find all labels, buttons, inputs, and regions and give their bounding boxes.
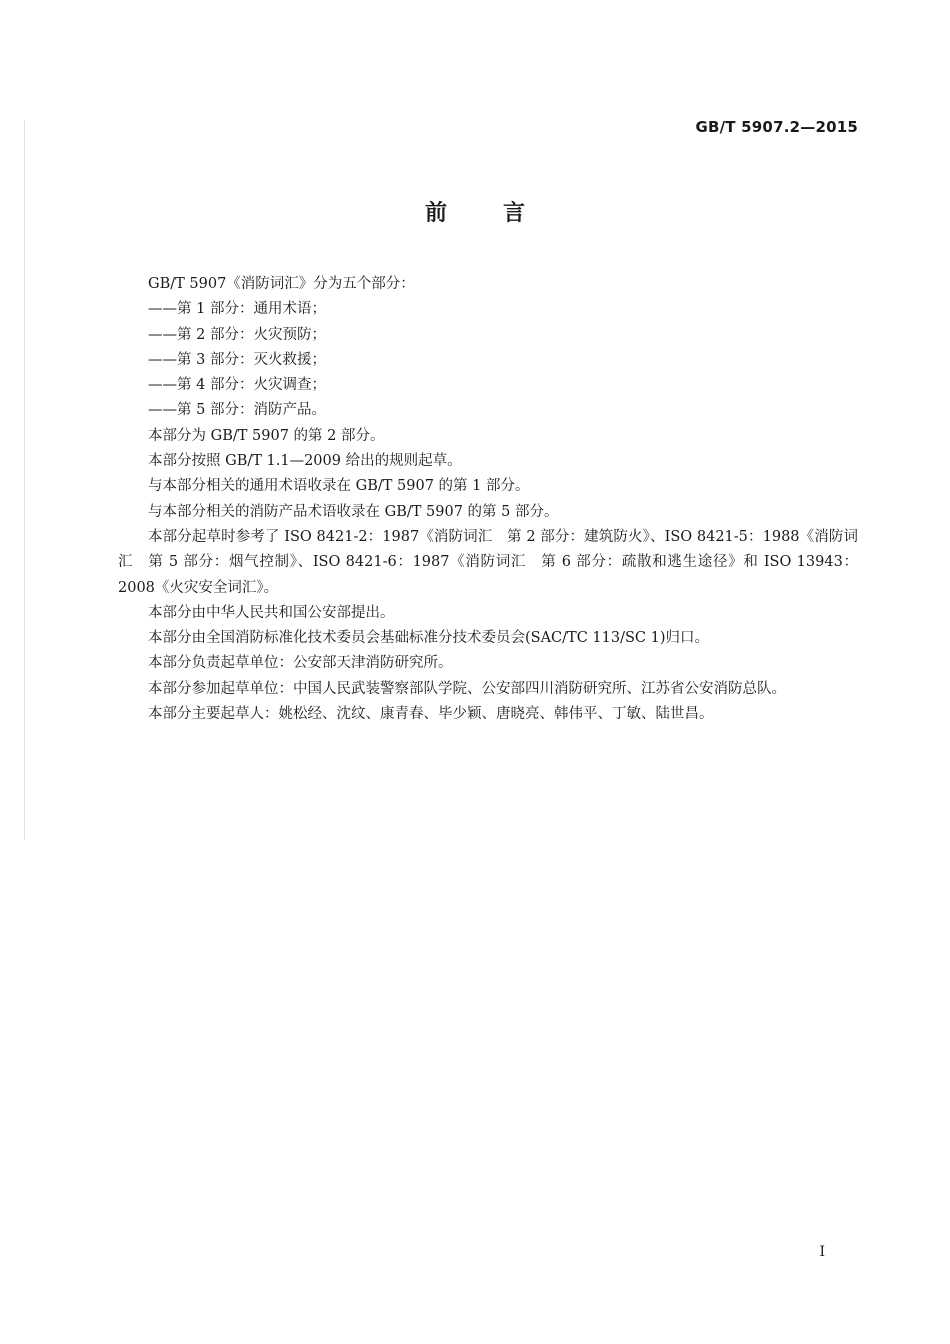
page-number: I xyxy=(819,1244,825,1260)
paragraph-this-part: 本部分为 GB/T 5907 的第 2 部分。 xyxy=(148,427,385,444)
paragraph-participating-drafters: 本部分参加起草单位：中国人民武装警察部队学院、公安部四川消防研究所、江苏省公安消防总队。 xyxy=(148,680,786,697)
list-item-part-4: ——第 4 部分：火灾调查； xyxy=(148,377,326,394)
standard-number: GB/T 5907.2—2015 xyxy=(695,118,858,136)
foreword-body xyxy=(118,272,858,727)
list-item-part-5: ——第 5 部分：消防产品。 xyxy=(148,402,326,419)
paragraph-series-intro: GB/T 5907《消防词汇》分为五个部分： xyxy=(148,276,415,292)
paragraph-centralized-by: 本部分由全国消防标准化技术委员会基础标准分技术委员会(SAC/TC 113/SC 1)归口。 xyxy=(148,630,709,647)
list-item-part-2: ——第 2 部分：火灾预防； xyxy=(148,326,326,343)
paragraph-proposed-by: 本部分由中华人民共和国公安部提出。 xyxy=(148,604,395,621)
paragraph-references: 本部分起草时参考了 ISO 8421-2：1987《消防词汇 第 2 部分：建筑防火》、ISO 8421-5：1988《消防词汇 第 5 部分：烟气控制》、ISO 8421-6：1987《消防词汇 第 6 部分：疏散和逃生途径》和 ISO 13943：2008《火灾安全词汇》。 xyxy=(118,528,858,596)
paragraph-general-terms: 与本部分相关的通用术语收录在 GB/T 5907 的第 1 部分。 xyxy=(148,478,530,495)
paragraph-drafting-rules: 本部分按照 GB/T 1.1—2009 给出的规则起草。 xyxy=(148,453,462,470)
paragraph-main-drafters: 本部分主要起草人：姚松经、沈纹、康青春、毕少颖、唐晓亮、韩伟平、丁敏、陆世昌。 xyxy=(148,706,714,723)
paragraph-product-terms: 与本部分相关的消防产品术语收录在 GB/T 5907 的第 5 部分。 xyxy=(148,503,559,520)
paragraph-lead-drafter: 本部分负责起草单位：公安部天津消防研究所。 xyxy=(148,655,453,672)
page-title: 前言 xyxy=(424,201,581,226)
scan-margin-line xyxy=(24,120,25,840)
list-item-part-3: ——第 3 部分：灭火救援； xyxy=(148,351,326,368)
list-item-part-1: ——第 1 部分：通用术语； xyxy=(148,301,326,318)
